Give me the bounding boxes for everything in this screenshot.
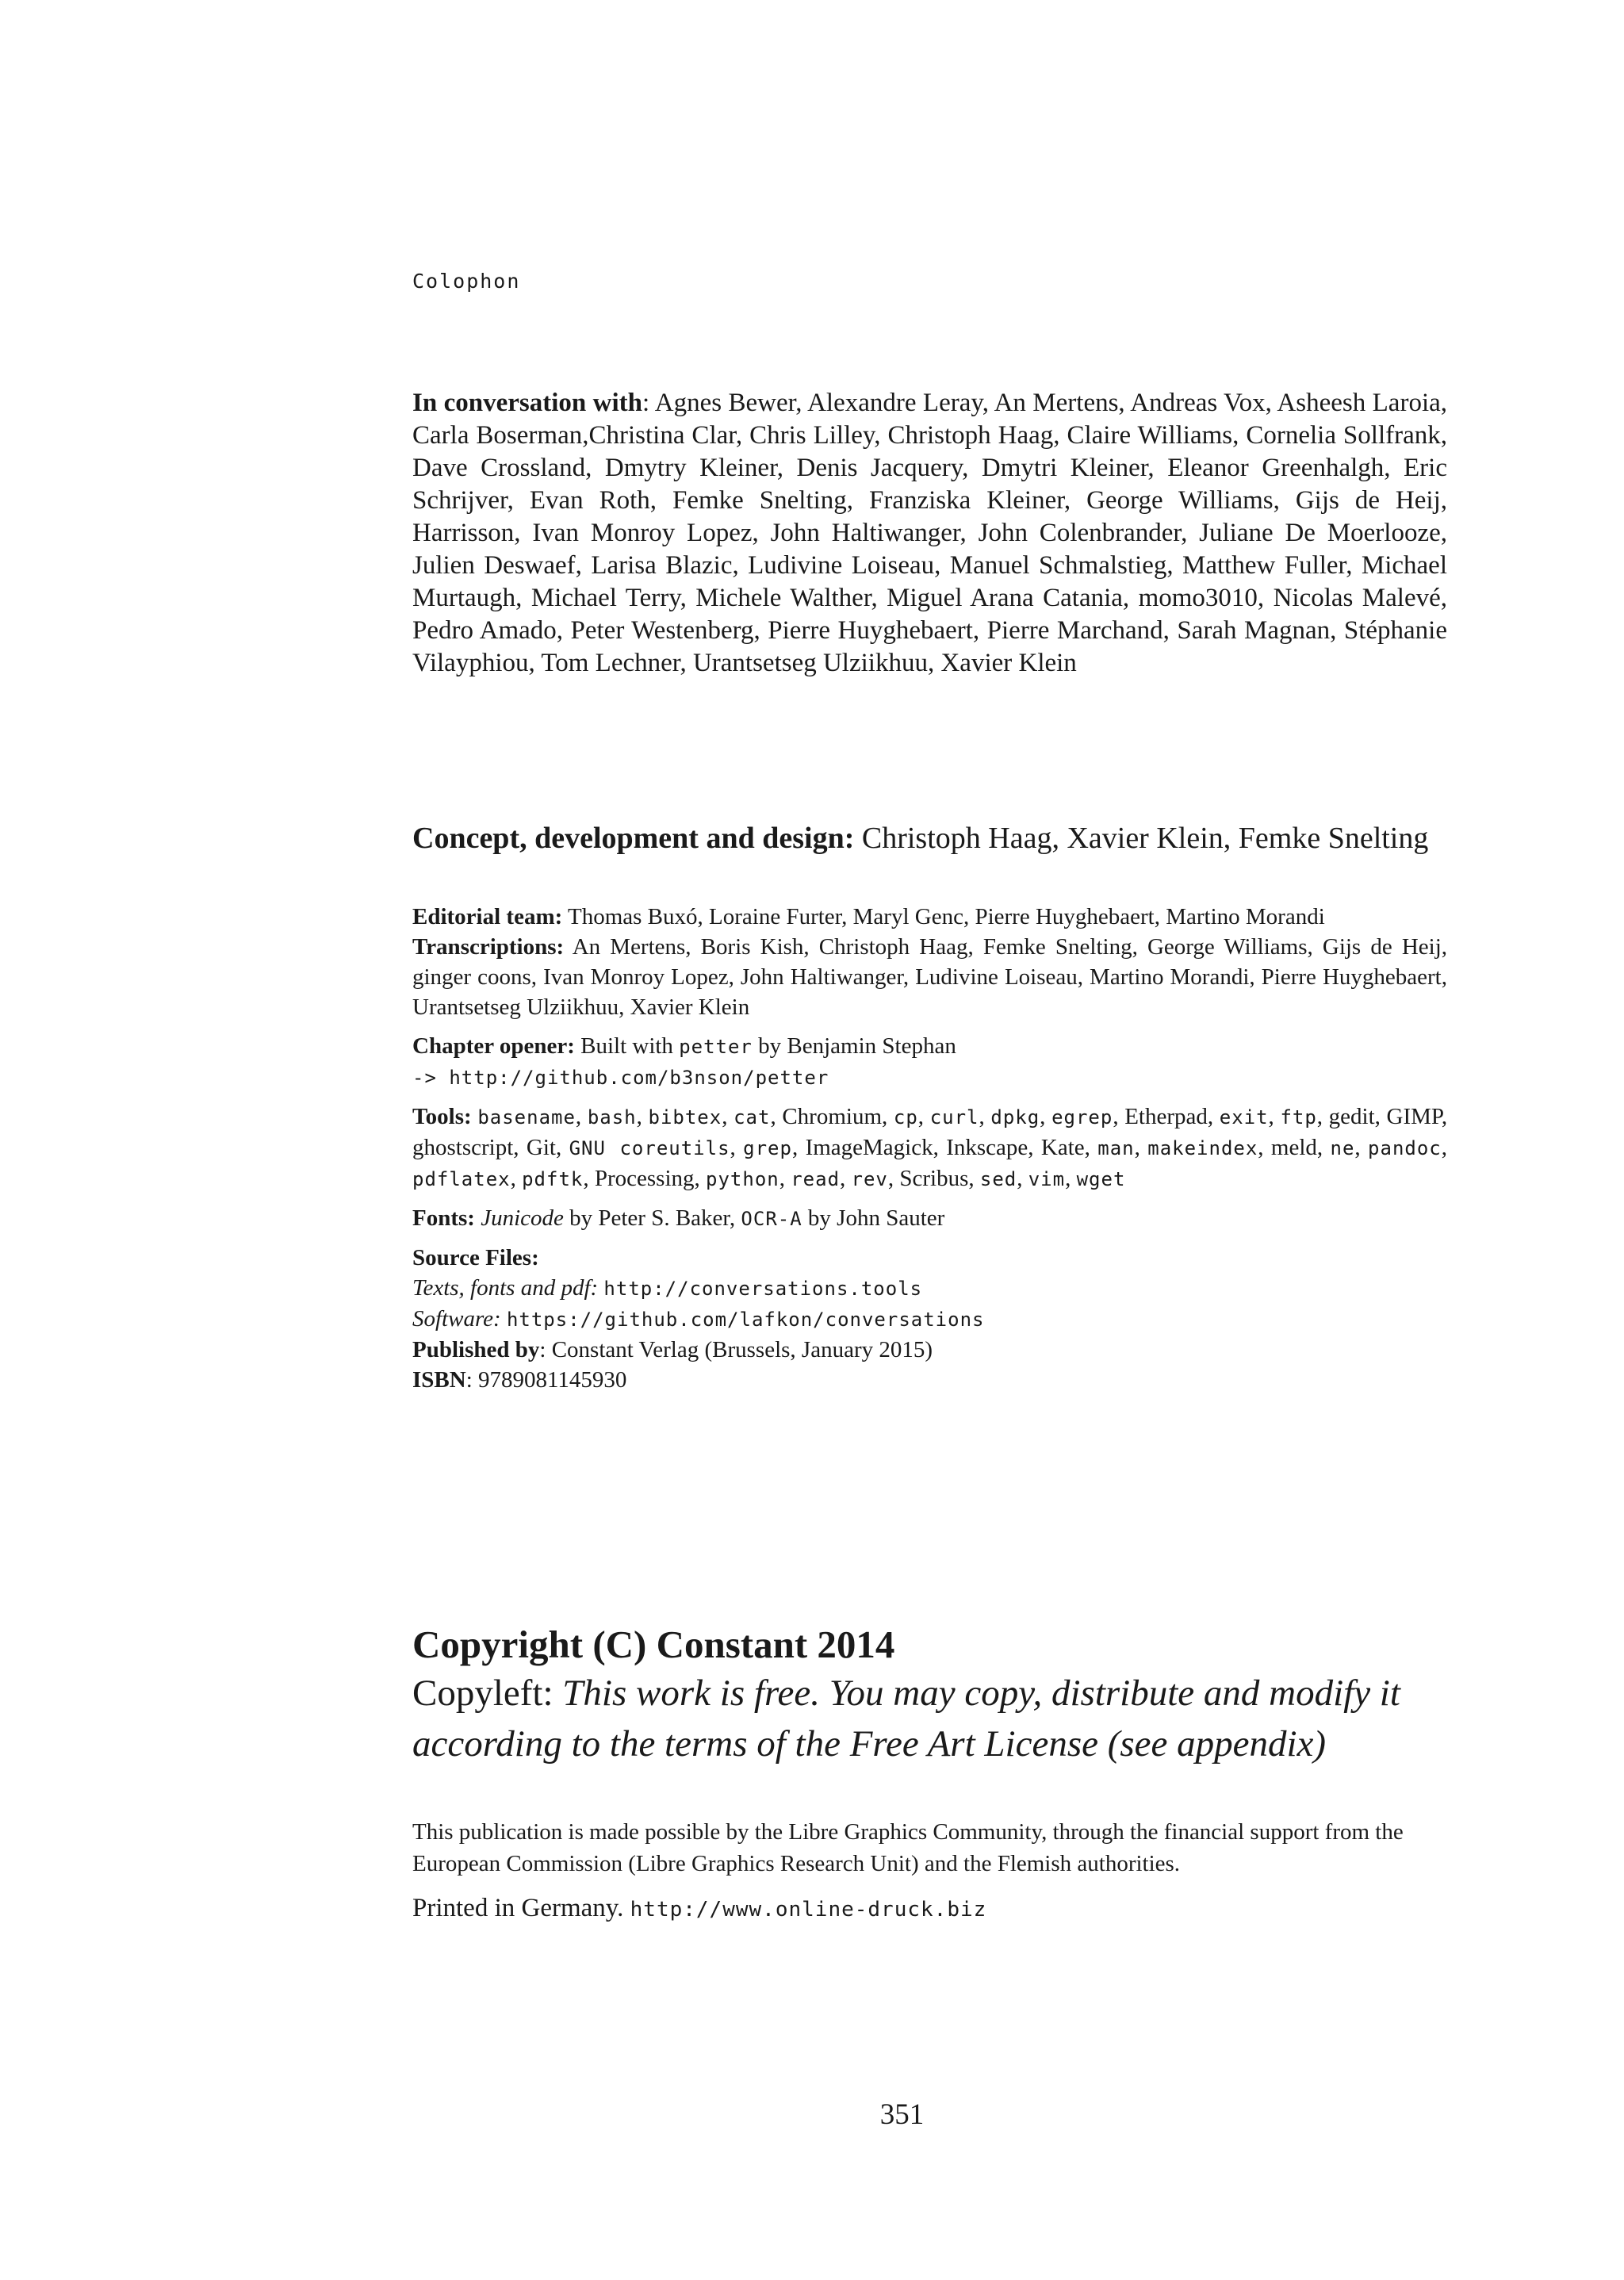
- tool-name: bash: [587, 1106, 637, 1129]
- tool-separator: , Etherpad,: [1113, 1104, 1220, 1129]
- texts-label: Texts, fonts and pdf:: [412, 1275, 599, 1301]
- concept-credits: [412, 819, 1447, 857]
- tool-name: grep: [743, 1137, 792, 1159]
- conversation-label: In conversation with: [412, 389, 642, 417]
- copyright-block: [412, 1622, 1447, 1769]
- tool-name: cat: [733, 1106, 771, 1129]
- tool-separator: ,: [1441, 1135, 1447, 1160]
- tools-label: Tools:: [412, 1104, 472, 1129]
- tool-name: python: [706, 1168, 779, 1190]
- printer-url[interactable]: http://www.online-druck.biz: [630, 1898, 987, 1922]
- support-notice: [412, 1816, 1447, 1880]
- concept-label: Concept, development and design:: [412, 822, 855, 855]
- tool-name: makeindex: [1147, 1137, 1258, 1159]
- transcriptions-value: An Mertens, Boris Kish, Christoph Haag, Femke Snelting, George Williams, Gijs de Heij, ginger coons, Ivan Monroy Lopez, John Haltiwanger, Ludivine Loiseau, Martino Morandi, Pierre Huyghebaert, Urantsetseg Ulziikhuu, Xavier Klein: [412, 934, 1447, 1020]
- tool-name: pdflatex: [412, 1168, 511, 1190]
- isbn-label: ISBN: [412, 1367, 466, 1393]
- petter-link[interactable]: -> http://github.com/b3nson/petter: [412, 1067, 829, 1089]
- isbn-value: : 9789081145930: [465, 1367, 627, 1393]
- support-text: This publication is made possible by the Libre Graphics Community, through the financial support from the European Commission (Libre Graphics Research Unit) and the Flemish authorities.: [412, 1819, 1404, 1876]
- font-ocra: OCR-A: [741, 1208, 802, 1230]
- chapter-opener: [412, 1031, 1447, 1093]
- tool-separator: ,: [1354, 1135, 1369, 1160]
- tool-name: curl: [929, 1106, 979, 1129]
- tool-separator: , Scribus,: [887, 1166, 980, 1191]
- tool-separator: ,: [730, 1135, 744, 1160]
- copyleft-label: Copyleft:: [412, 1673, 563, 1714]
- tool-separator: ,: [1134, 1135, 1148, 1160]
- chapter-opener-text: Built with: [574, 1033, 680, 1059]
- transcriptions-label: Transcriptions:: [412, 934, 565, 960]
- running-head: Colophon: [412, 270, 521, 293]
- tool-name: GNU coreutils: [569, 1137, 730, 1159]
- conversation-credits: [412, 387, 1447, 680]
- tool-name: dpkg: [990, 1106, 1040, 1129]
- tool-separator: ,: [1065, 1166, 1077, 1191]
- conversation-names: : Agnes Bewer, Alexandre Leray, An Mertens, Andreas Vox, Asheesh Laroia, Carla Boserman,Christina Clar, Chris Lilley, Christoph Haag, Claire Williams, Cornelia Sollfrank, Dave Crossland, Dmytry Kleiner, Denis Jacquery, Dmytri Kleiner, Eleanor Greenhalgh, Eric Schrijver, Evan Roth, Femke Snelting, Franziska Kleiner, George Williams, Gijs de Heij, Harrisson, Ivan Monroy Lopez, John Haltiwanger, John Colenbrander, Juliane De Moerlooze, Julien Deswaef, Larisa Blazic, Ludivine Loiseau, Manuel Schmalstieg, Matthew Fuller, Michael Murtaugh, Michael Terry, Michele Walther, Miguel Arana Catania, momo3010, Nicolas Malevé, Pedro Amado, Peter Westenberg, Pierre Huyghebaert, Pierre Marchand, Sarah Magnan, Stéphanie Vilayphiou, Tom Lechner, Urantsetseg Ulziikhuu, Xavier Klein: [412, 389, 1448, 677]
- tool-separator: ,: [636, 1104, 649, 1129]
- tool-separator: , gedit, GIMP, ghostscript, Git,: [412, 1104, 1448, 1160]
- editorial-team: [412, 902, 1447, 932]
- tool-separator: ,: [722, 1104, 734, 1129]
- font-junicode: Junicode: [481, 1205, 564, 1231]
- tool-name: ftp: [1280, 1106, 1317, 1129]
- editorial-value: Thomas Buxó, Loraine Furter, Maryl Genc, Pierre Huyghebaert, Martino Morandi: [562, 904, 1325, 929]
- tool-name: bibtex: [648, 1106, 722, 1129]
- source-files: [412, 1243, 1447, 1395]
- tool-name: wget: [1076, 1168, 1126, 1190]
- tool-separator: ,: [1040, 1104, 1052, 1129]
- copyright-title: Copyright (C) Constant 2014: [412, 1623, 895, 1666]
- chapter-opener-author: by Benjamin Stephan: [752, 1033, 956, 1059]
- tool-name: pandoc: [1368, 1137, 1442, 1159]
- font-ocra-author: by John Sauter: [802, 1205, 945, 1231]
- editorial-label: Editorial team:: [412, 904, 563, 929]
- software-label: Software:: [412, 1306, 501, 1332]
- tool-separator: , meld,: [1258, 1135, 1331, 1160]
- fonts-label: Fonts:: [412, 1205, 475, 1231]
- tool-name: pdftk: [522, 1168, 584, 1190]
- tool-separator: ,: [510, 1166, 523, 1191]
- tool-name: basename: [477, 1106, 576, 1129]
- chapter-opener-label: Chapter opener:: [412, 1033, 575, 1059]
- printed-notice: [412, 1891, 1447, 1926]
- copyleft-text: This work is free. You may copy, distribute and modify it according to the terms of the Free Art License (see appendix): [412, 1673, 1400, 1765]
- concept-value: Christoph Haag, Xavier Klein, Femke Snelting: [854, 822, 1429, 855]
- tools: [412, 1102, 1447, 1194]
- page-number: 351: [879, 2098, 925, 2131]
- tool-name: ne: [1330, 1137, 1355, 1159]
- tool-name: vim: [1028, 1168, 1066, 1190]
- tool-name: cp: [893, 1106, 918, 1129]
- printed-label: Printed in Germany.: [412, 1894, 630, 1922]
- transcriptions: [412, 932, 1447, 1022]
- published-label: Published by: [412, 1337, 540, 1362]
- copyleft: [412, 1668, 1447, 1769]
- tool-separator: , Processing,: [583, 1166, 707, 1191]
- tool-separator: ,: [979, 1104, 991, 1129]
- published-value: : Constant Verlag (Brussels, January 2015): [539, 1337, 933, 1362]
- tool-separator: ,: [840, 1166, 852, 1191]
- tool-separator: , ImageMagick, Inkscape, Kate,: [791, 1135, 1098, 1160]
- petter-code: petter: [679, 1036, 753, 1058]
- texts-url[interactable]: http://conversations.tools: [603, 1278, 923, 1300]
- tool-name: sed: [979, 1168, 1017, 1190]
- tools-list: [412, 1104, 1447, 1191]
- font-junicode-author: by Peter S. Baker,: [563, 1205, 741, 1231]
- fonts: [412, 1203, 1447, 1234]
- tool-separator: ,: [917, 1104, 930, 1129]
- tool-name: read: [791, 1168, 841, 1190]
- tool-name: egrep: [1051, 1106, 1113, 1129]
- tool-name: man: [1097, 1137, 1135, 1159]
- software-url[interactable]: https://github.com/lafkon/conversations: [506, 1309, 985, 1331]
- source-files-label: Source Files:: [412, 1245, 539, 1270]
- tool-separator: ,: [575, 1104, 588, 1129]
- tool-separator: , Chromium,: [770, 1104, 894, 1129]
- tool-separator: ,: [779, 1166, 791, 1191]
- tool-name: rev: [851, 1168, 888, 1190]
- tool-separator: ,: [1268, 1104, 1281, 1129]
- tool-name: exit: [1219, 1106, 1269, 1129]
- tool-separator: ,: [1017, 1166, 1028, 1191]
- production-credits: [412, 902, 1447, 1395]
